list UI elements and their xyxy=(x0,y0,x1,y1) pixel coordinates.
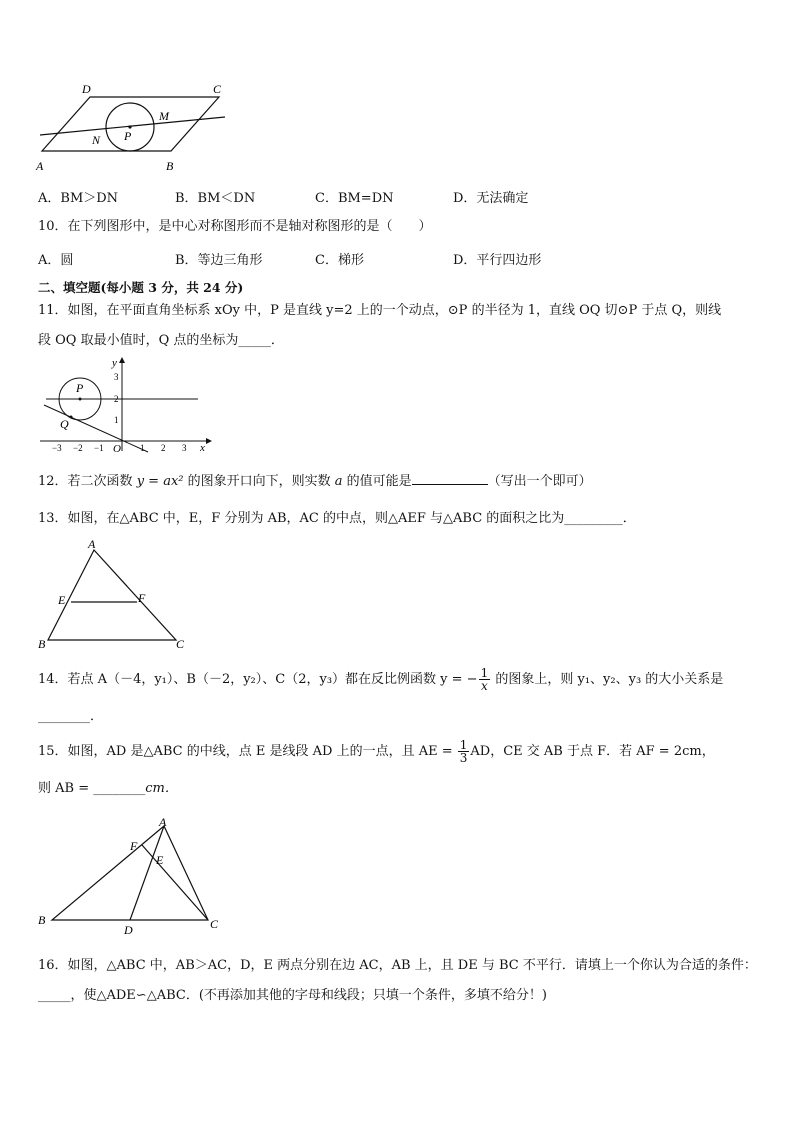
label-e: E xyxy=(156,853,164,867)
q12-mid: 的图象开口向下，则实数 xyxy=(183,474,335,489)
label-c: C xyxy=(213,82,222,96)
q12-post: 的值可能是 xyxy=(342,474,412,489)
q13-figure xyxy=(36,536,196,654)
label-p: P xyxy=(76,381,84,395)
label-b: B xyxy=(166,159,174,173)
q9-option-c: C．BM=DN xyxy=(315,191,394,206)
q14-numerator: 1 xyxy=(480,666,489,680)
q13-line: 13．如图，在△ABC 中，E，F 分别为 AB，AC 的中点，则△AEF 与△ABC 的面积之比为_________． xyxy=(38,511,636,526)
label-a: A xyxy=(88,537,96,551)
label-x: x xyxy=(200,442,205,454)
q9-option-d: D．无法确定 xyxy=(453,191,529,206)
triangle-abc xyxy=(48,550,176,640)
q11-line1: 11．如图，在平面直角坐标系 xOy 中，P 是直线 y=2 上的一个动点，⊙P 的半径为 1，直线 OQ 切⊙P 于点 Q，则线 xyxy=(38,303,722,318)
segment-cf xyxy=(142,845,208,920)
q16-line1: 16．如图，△ABC 中，AB＞AC，D，E 两点分别在边 AC，AB 上，且 DE 与 BC 不平行．请填上一个你认为合适的条件： xyxy=(38,958,757,973)
q10-option-b: B．等边三角形 xyxy=(175,253,263,268)
q10-option-a: A．圆 xyxy=(38,253,74,268)
xtick-1: 1 xyxy=(140,443,145,453)
q15-pre: 15．如图，AD 是△ABC 的中线，点 E 是线段 AD 上的一点，且 AE = xyxy=(38,744,457,759)
point-q xyxy=(70,416,73,419)
q15-answer-blank[interactable]: ________ xyxy=(93,781,146,796)
q15-figure xyxy=(36,812,236,942)
label-b: B xyxy=(38,913,46,927)
q14-denominator: x xyxy=(481,679,488,693)
label-f: F xyxy=(138,591,146,605)
y-axis-arrow xyxy=(119,357,125,363)
q10-stem: 10．在下列图形中，是中心对称图形而不是轴对称图形的是（ ） xyxy=(38,219,432,234)
label-c: C xyxy=(176,637,185,651)
q14-pre: 14．若点 A（－4，y₁）、B（－2，y₂）、C（2，y₃）都在反比例函数 y = − xyxy=(38,672,478,687)
q9-option-a: A．BM＞DN xyxy=(38,191,119,206)
q9-figure xyxy=(32,80,232,175)
point-p xyxy=(79,398,82,401)
label-f: F xyxy=(130,839,138,853)
q15-post: AD，CE 交 AB 于点 F．若 AF = 2cm， xyxy=(470,744,715,759)
label-d: D xyxy=(82,82,91,96)
label-n: N xyxy=(92,133,101,147)
q14-line1 xyxy=(38,660,723,700)
xtick-2: 2 xyxy=(161,443,166,453)
q12-line xyxy=(38,472,592,491)
label-e: E xyxy=(58,593,66,607)
q15-line2-pre: 则 AB = xyxy=(38,781,94,796)
q14-line2: ________． xyxy=(38,709,104,724)
xtick-3: 3 xyxy=(182,443,187,453)
q15-numerator: 1 xyxy=(459,738,468,752)
q12-pre: 12．若二次函数 xyxy=(38,474,137,489)
label-y: y xyxy=(112,357,117,369)
q14-post: 的图象上，则 y₁、y₂、y₃ 的大小关系是 xyxy=(491,672,724,687)
q15-line1 xyxy=(38,732,715,772)
ytick-1: 1 xyxy=(114,415,119,425)
xtick-neg3: −3 xyxy=(52,443,62,453)
label-c: C xyxy=(210,917,219,931)
q12-formula: y = ax² xyxy=(136,474,184,489)
x-axis-arrow xyxy=(206,438,212,444)
label-m: M xyxy=(159,109,169,123)
label-p: P xyxy=(124,129,132,143)
label-b: B xyxy=(38,637,46,651)
label-a: A xyxy=(159,815,167,829)
q11-line2: 段 OQ 取最小值时，Q 点的坐标为_____． xyxy=(38,333,284,348)
q15-fraction xyxy=(458,739,470,764)
q12-var-a: a xyxy=(334,474,343,489)
label-a: A xyxy=(36,159,44,173)
section-heading: 二、填空题(每小题 3 分，共 24 分) xyxy=(38,280,244,295)
q16-line2: _____，使△ADE∽△ABC．(不再添加其他的字母和线段；只填一个条件，多填不给分！) xyxy=(38,988,547,1003)
q14-fraction xyxy=(479,667,491,692)
q12-answer-blank[interactable] xyxy=(412,472,488,485)
q11-figure xyxy=(36,355,216,455)
q10-option-d: D．平行四边形 xyxy=(453,253,542,268)
q10-option-c: C．梯形 xyxy=(315,253,364,268)
ytick-2: 2 xyxy=(114,394,119,404)
q9-option-b: B．BM＜DN xyxy=(175,191,256,206)
q12-tail: （写出一个即可） xyxy=(487,474,592,489)
q15-denominator: 3 xyxy=(459,751,468,765)
label-o: O xyxy=(113,443,121,455)
ytick-3: 3 xyxy=(114,372,119,382)
q15-line2-post: cm． xyxy=(145,781,178,796)
xtick-neg2: −2 xyxy=(73,443,83,453)
xtick-neg1: −1 xyxy=(94,443,104,453)
label-d: D xyxy=(124,923,133,937)
label-q: Q xyxy=(60,417,69,431)
q15-line2 xyxy=(38,780,178,798)
secant-line xyxy=(40,117,225,135)
